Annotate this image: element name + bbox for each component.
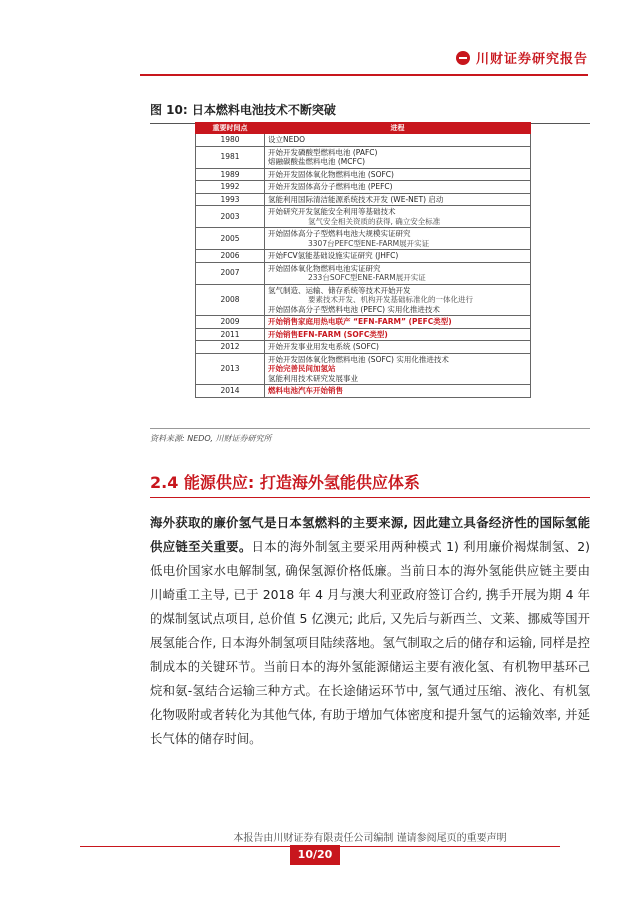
- progress-cell: [265, 341, 531, 354]
- table-row: [196, 250, 531, 263]
- progress-line: 要素技术开发、机构开发基础标准化的一体化进行: [308, 295, 473, 304]
- year-cell: 1981: [196, 146, 265, 168]
- brand-header: [456, 48, 588, 67]
- progress-cell: [265, 193, 531, 206]
- table-row: [196, 284, 531, 316]
- table-body: [196, 134, 531, 398]
- progress-line: 开始销售EFN-FARM (SOFC类型): [268, 329, 388, 339]
- section-paragraph: [150, 511, 590, 751]
- progress-line: 233台SOFC型ENE-FARM展开实证: [308, 273, 426, 282]
- section-title: 2.4 能源供应: 打造海外氢能供应体系: [150, 473, 420, 492]
- progress-line: 氢气制造、运输、储存系统等技术开始开发: [268, 285, 411, 295]
- paragraph-lead: 海外获取的廉价氢气是日本氢燃料的主要来源, 因此建立具备经济性的国际氢能供应链至关重要。: [150, 515, 590, 554]
- progress-cell: [265, 284, 531, 316]
- footer-disclaimer: 本报告由川财证券有限责任公司编制 谨请参阅尾页的重要声明: [233, 833, 507, 844]
- year-cell: 2014: [196, 385, 265, 398]
- year-cell: 2012: [196, 341, 265, 354]
- column-header-year: 重要时间点: [196, 123, 265, 134]
- year-cell: 2006: [196, 250, 265, 263]
- progress-line: 3307台PEFC型ENE-FARM展开实证: [308, 238, 430, 248]
- progress-line: 开始开发固体氧化物燃料电池 (SOFC): [268, 169, 394, 179]
- header-divider: [140, 74, 588, 76]
- progress-cell: [265, 353, 531, 385]
- brand-logo-icon: [456, 51, 470, 65]
- table-header-row: [196, 123, 531, 134]
- table-row: [196, 353, 531, 385]
- paragraph-body: 日本的海外制氢主要采用两种模式 1) 利用廉价褐煤制氢、2) 低电价国家水电解制氢, 确保氢源价格低廉。当前日本的海外氢能供应链主要由川崎重工主导, 已于 2018 年 4 月与澳大利亚政府签订合约, 携手开展为期 4 年的煤制氢试点项目, 总价值 5 亿澳元; 此后, 又先后与新西兰、文莱、挪威等国开展氢能合作, 日本海外制氢项目陆续落地。氢气制取之后的储存和运输, 同样是控制成本的关键环节。当前日本的海外氢能源储运主要有液化氢、有机物甲基环己烷和氨-氢结合运输三种方式。在长途储运环节中, 氢气通过压缩、液化、有机氢化物吸附或者转化为其他气体, 有助于增加气体密度和提升氢气的运输效率, 并延长气体的储存时间。: [150, 539, 591, 746]
- year-cell: 2003: [196, 206, 265, 228]
- progress-line: 燃料电池汽车开始销售: [268, 386, 343, 395]
- table-row: [196, 181, 531, 194]
- timeline-table: [195, 122, 531, 398]
- table-row: [196, 193, 531, 206]
- progress-cell: [265, 250, 531, 263]
- progress-cell: [265, 262, 531, 284]
- progress-line: 开始开发固体氧化物燃料电池 (SOFC) 实用化推进技术: [268, 354, 449, 364]
- progress-line: 氢能利用国际清洁能源系统技术开发 (WE-NET) 启动: [268, 194, 444, 204]
- progress-cell: [265, 228, 531, 250]
- progress-line: 开始固体高分子型燃料电池大规模实证研究: [268, 229, 411, 238]
- table-row: [196, 206, 531, 228]
- year-cell: 2005: [196, 228, 265, 250]
- progress-cell: [265, 168, 531, 181]
- progress-line: 开始销售家庭用热电联产 “EFN-FARM” (PEFC类型): [268, 317, 452, 326]
- progress-cell: [265, 134, 531, 147]
- progress-line: 开始固体高分子型燃料电池 (PEFC) 实用化推进技术: [268, 304, 440, 314]
- page-number: 10/20: [290, 845, 340, 865]
- progress-line: 开始开发固体高分子燃料电池 (PEFC): [268, 182, 393, 191]
- progress-line: 开始FCV氢能基础设施实证研究 (JHFC): [268, 251, 399, 260]
- year-cell: 1989: [196, 168, 265, 181]
- progress-cell: [265, 385, 531, 398]
- table-row: [196, 385, 531, 398]
- progress-line: 开始固体氧化物燃料电池实证研究: [268, 263, 381, 273]
- progress-cell: [265, 181, 531, 194]
- table-row: [196, 134, 531, 147]
- year-cell: 2013: [196, 353, 265, 385]
- progress-line: 开始完善民间加氢站: [268, 364, 336, 373]
- progress-cell: [265, 146, 531, 168]
- progress-line: 开始开发事业用发电系统 (SOFC): [268, 342, 379, 351]
- year-cell: 1992: [196, 181, 265, 194]
- column-header-progress: 进程: [265, 123, 531, 134]
- progress-line: 氢能利用技术研究发展事业: [268, 373, 358, 383]
- progress-line: 氢气安全相关资质的获得, 确立安全标准: [308, 216, 441, 226]
- year-cell: 2008: [196, 284, 265, 316]
- table-row: [196, 316, 531, 329]
- table-row: [196, 168, 531, 181]
- table-row: [196, 341, 531, 354]
- progress-line: 开始研究开发氢能安全利用等基础技术: [268, 207, 396, 216]
- section-divider: [150, 497, 590, 498]
- year-cell: 2007: [196, 262, 265, 284]
- progress-line: 设立NEDO: [268, 135, 306, 144]
- brand-name: 川财证券研究报告: [475, 52, 588, 67]
- progress-cell: [265, 206, 531, 228]
- progress-cell: [265, 328, 531, 341]
- figure-source: 资料来源: NEDO, 川财证券研究所: [150, 428, 590, 444]
- table-row: [196, 146, 531, 168]
- year-cell: 2011: [196, 328, 265, 341]
- figure-title: 图 10: 日本燃料电池技术不断突破: [150, 101, 590, 124]
- progress-cell: [265, 316, 531, 329]
- year-cell: 1980: [196, 134, 265, 147]
- table-row: [196, 328, 531, 341]
- year-cell: 1993: [196, 193, 265, 206]
- progress-line: 开始开发磷酸型燃料电池 (PAFC): [268, 147, 378, 157]
- table-row: [196, 262, 531, 284]
- table-row: [196, 228, 531, 250]
- progress-line: 熔融碳酸盐燃料电池 (MCFC): [268, 157, 365, 166]
- year-cell: 2009: [196, 316, 265, 329]
